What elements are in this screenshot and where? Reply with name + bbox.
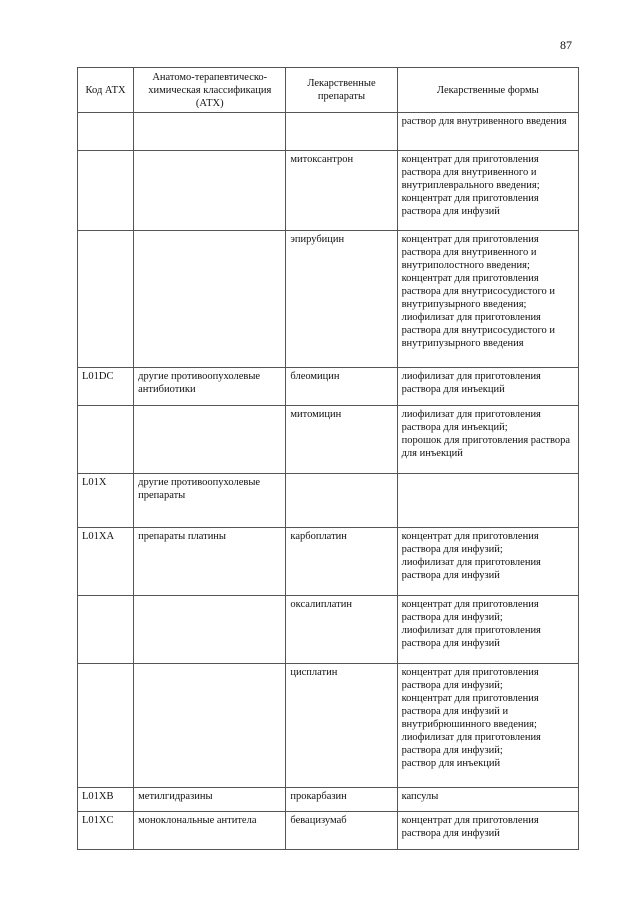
dosage-form-item: лиофилизат для приготовления раствора для инфузий: [401, 557, 541, 581]
dosage-form-item: лиофилизат для приготовления раствора для инъекций: [401, 371, 541, 395]
atx-code-cell: L01DC: [78, 368, 134, 406]
drug-cell: прокарбазин: [286, 788, 397, 812]
dosage-form-item: концентрат для приготовления раствора для инфузий и внутрибрюшинного введения;: [401, 693, 539, 730]
table-row: [78, 113, 579, 151]
header-dosage-forms: Лекарственные формы: [397, 68, 578, 113]
dosage-form-item: порошок для приготовления раствора для инъекций: [401, 435, 571, 459]
drug-cell: эпирубицин: [286, 231, 397, 368]
dosage-form-item: лиофилизат для приготовления раствора для внутрисосудистого и внутрипузырного введения: [401, 312, 556, 349]
dosage-forms-cell: [397, 113, 578, 151]
dosage-forms-cell: [397, 596, 578, 664]
atx-class-cell: [134, 596, 286, 664]
header-atx-code: Код АТХ: [78, 68, 134, 113]
dosage-form-item: лиофилизат для приготовления раствора для инфузий;: [401, 732, 541, 756]
atx-class-cell: [134, 151, 286, 231]
atx-class-cell: другие противоопухолевые препараты: [134, 474, 286, 528]
atx-code-cell: L01XC: [78, 812, 134, 850]
dosage-forms-cell: [397, 231, 578, 368]
dosage-forms-cell: [397, 664, 578, 788]
drug-cell: [286, 113, 397, 151]
dosage-form-item: лиофилизат для приготовления раствора для инфузий: [401, 625, 541, 649]
dosage-form-item: раствор для внутривенного введения: [401, 116, 567, 127]
dosage-form-item: концентрат для приготовления раствора для инфузий: [401, 815, 539, 839]
dosage-forms-cell: [397, 151, 578, 231]
dosage-forms-cell: [397, 788, 578, 812]
table-row: [78, 528, 579, 596]
table-row: [78, 596, 579, 664]
atx-class-cell: [134, 113, 286, 151]
page-number: 87: [560, 38, 572, 52]
table-row: [78, 151, 579, 231]
table-row: [78, 812, 579, 850]
drug-cell: блеомицин: [286, 368, 397, 406]
drug-cell: бевацизумаб: [286, 812, 397, 850]
atx-code-cell: L01XB: [78, 788, 134, 812]
table-row: [78, 231, 579, 368]
table-row: [78, 368, 579, 406]
atx-code-cell: [78, 406, 134, 474]
dosage-form-item: концентрат для приготовления раствора для инфузий;: [401, 667, 539, 691]
dosage-form-item: концентрат для приготовления раствора для внутривенного и внутриполостного введения;: [401, 234, 539, 271]
dosage-form-item: концентрат для приготовления раствора для внутрисосудистого и внутрипузырного введения;: [401, 273, 556, 310]
header-atx-classification: Анатомо-терапевтическо-химическая классификация (АТХ): [134, 68, 286, 113]
dosage-form-item: концентрат для приготовления раствора для инфузий;: [401, 599, 539, 623]
atx-code-cell: [78, 664, 134, 788]
dosage-form-item: раствор для инъекций: [401, 758, 501, 769]
drug-cell: цисплатин: [286, 664, 397, 788]
table-header-row: [78, 68, 579, 113]
atx-table: [77, 67, 579, 850]
dosage-forms-cell: [397, 812, 578, 850]
atx-code-cell: L01XA: [78, 528, 134, 596]
atx-class-cell: препараты платины: [134, 528, 286, 596]
dosage-forms-cell: [397, 474, 578, 528]
atx-code-cell: [78, 113, 134, 151]
dosage-form-item: капсулы: [401, 791, 439, 802]
dosage-form-item: лиофилизат для приготовления раствора для инъекций;: [401, 409, 541, 433]
drug-cell: [286, 474, 397, 528]
header-drugs: Лекарственные препараты: [286, 68, 397, 113]
dosage-forms-cell: [397, 406, 578, 474]
drug-cell: митоксантрон: [286, 151, 397, 231]
atx-code-cell: [78, 151, 134, 231]
drug-cell: митомицин: [286, 406, 397, 474]
dosage-form-item: концентрат для приготовления раствора для инфузий;: [401, 531, 539, 555]
table-row: [78, 406, 579, 474]
drug-cell: карбоплатин: [286, 528, 397, 596]
atx-class-cell: [134, 664, 286, 788]
table-row: [78, 788, 579, 812]
drug-cell: оксалиплатин: [286, 596, 397, 664]
atx-code-cell: [78, 231, 134, 368]
atx-code-cell: L01X: [78, 474, 134, 528]
dosage-forms-cell: [397, 528, 578, 596]
atx-code-cell: [78, 596, 134, 664]
atx-class-cell: метилгидразины: [134, 788, 286, 812]
dosage-forms-cell: [397, 368, 578, 406]
atx-class-cell: другие противоопухолевые антибиотики: [134, 368, 286, 406]
table-row: [78, 664, 579, 788]
table-row: [78, 474, 579, 528]
dosage-form-item: концентрат для приготовления раствора для внутривенного и внутриплеврального введения;: [401, 154, 540, 191]
atx-class-cell: [134, 231, 286, 368]
atx-class-cell: моноклональные антитела: [134, 812, 286, 850]
atx-class-cell: [134, 406, 286, 474]
dosage-form-item: концентрат для приготовления раствора для инфузий: [401, 193, 539, 217]
